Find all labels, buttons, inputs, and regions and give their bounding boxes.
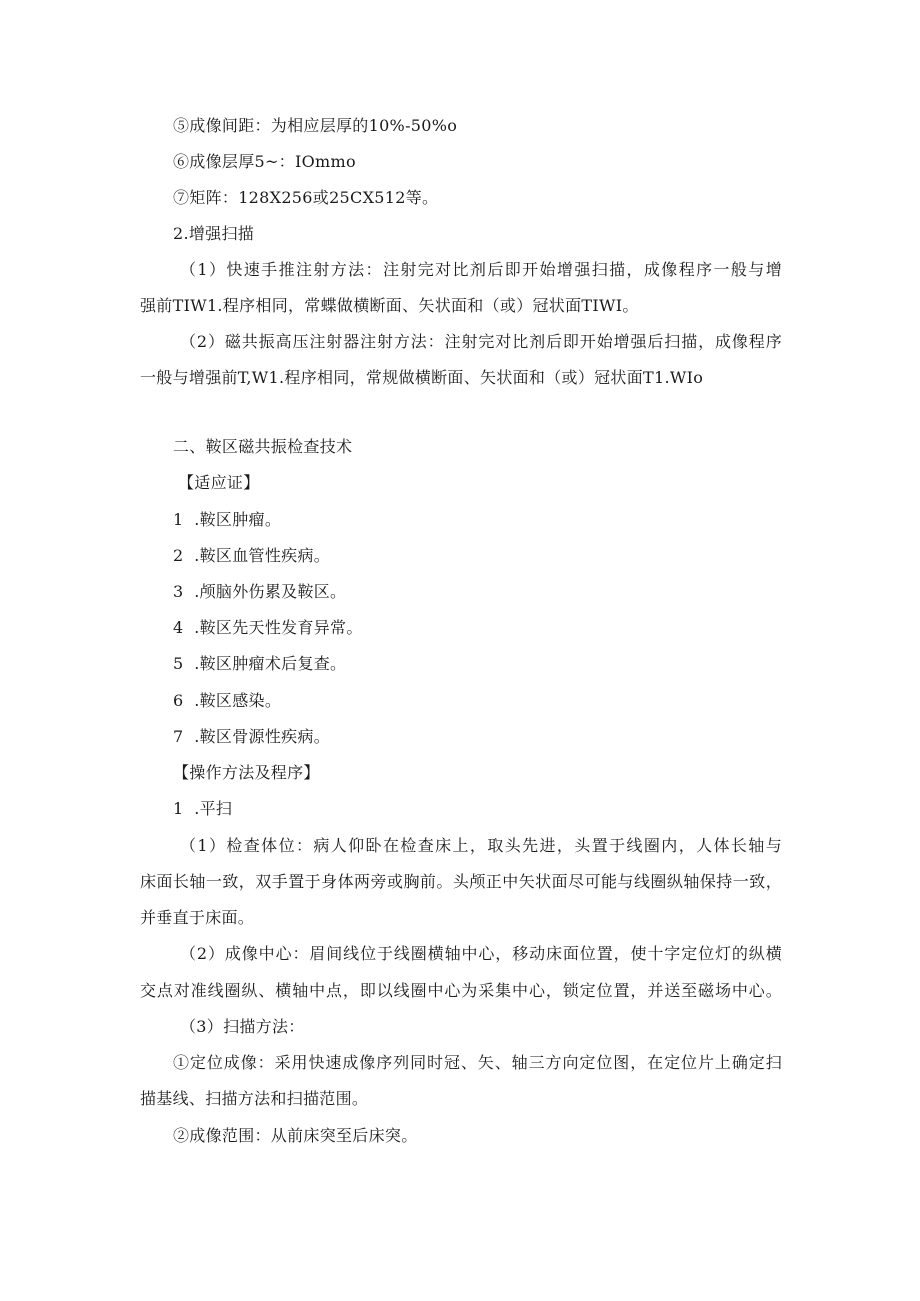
imaging-range-line: ②成像范围：从前床突至后床突。 bbox=[173, 1126, 418, 1145]
imaging-spacing-line: ⑤成像间距：为相应层厚的10%-50%o bbox=[173, 116, 458, 135]
list-item: 6 .鞍区感染。 bbox=[173, 691, 282, 710]
list-item: 3 .颅脑外伤累及鞍区。 bbox=[173, 582, 347, 601]
paragraph-line: （2）磁共振高压注射器注射方法：注射完对比剂后即开始增强后扫描，成像程序 bbox=[180, 332, 782, 351]
slice-thickness-line: ⑥成像层厚5~：IOmmo bbox=[173, 152, 356, 171]
paragraph-line: 交点对准线圈纵、横轴中点，即以线圈中心为采集中心，锁定位置，并送至磁场中心。 bbox=[140, 981, 782, 1000]
paragraph-line: 床面长轴一致，双手置于身体两旁或胸前。头颅正中矢状面尽可能与线圈纵轴保持一致， bbox=[140, 872, 782, 891]
paragraph-line: 描基线、扫描方法和扫描范围。 bbox=[140, 1089, 369, 1108]
matrix-line: ⑦矩阵：128X256或25CX512等。 bbox=[173, 188, 439, 207]
paragraph-line: （1）快速手推注射方法：注射完对比剂后即开始增强扫描，成像程序一般与增 bbox=[180, 260, 782, 279]
section-heading: 二、鞍区磁共振检查技术 bbox=[173, 437, 353, 456]
procedure-heading: 【操作方法及程序】 bbox=[173, 763, 320, 782]
enhanced-scan-heading: 2.增强扫描 bbox=[173, 224, 255, 243]
scan-method-heading: （3）扫描方法： bbox=[180, 1017, 305, 1036]
list-item: 1 .鞍区肿瘤。 bbox=[173, 510, 282, 529]
paragraph-line: 强前TIW1.程序相同，常蝶做横断面、矢状面和（或）冠状面TIWI。 bbox=[140, 296, 639, 315]
paragraph-line: 一般与增强前T,W1.程序相同，常规做横断面、矢状面和（或）冠状面T1.WIo bbox=[140, 368, 704, 387]
list-item: 5 .鞍区肿瘤术后复查。 bbox=[173, 654, 347, 673]
paragraph-line: （2）成像中心：眉间线位于线圈横轴中心，移动床面位置，使十字定位灯的纵横 bbox=[180, 944, 782, 963]
paragraph-line: ①定位成像：采用快速成像序列同时冠、矢、轴三方向定位图，在定位片上确定扫 bbox=[173, 1053, 782, 1072]
list-item: 4 .鞍区先天性发育异常。 bbox=[173, 618, 363, 637]
indications-heading: 【适应证】 bbox=[178, 473, 260, 492]
paragraph-line: （1）检查体位：病人仰卧在检查床上，取头先进，头置于线圈内，人体长轴与 bbox=[180, 836, 782, 855]
paragraph-line: 并垂直于床面。 bbox=[140, 908, 255, 927]
list-item: 7 .鞍区骨源性疾病。 bbox=[173, 727, 331, 746]
list-item: 2 .鞍区血管性疾病。 bbox=[173, 546, 331, 565]
plain-scan-heading: 1 .平扫 bbox=[173, 799, 233, 818]
